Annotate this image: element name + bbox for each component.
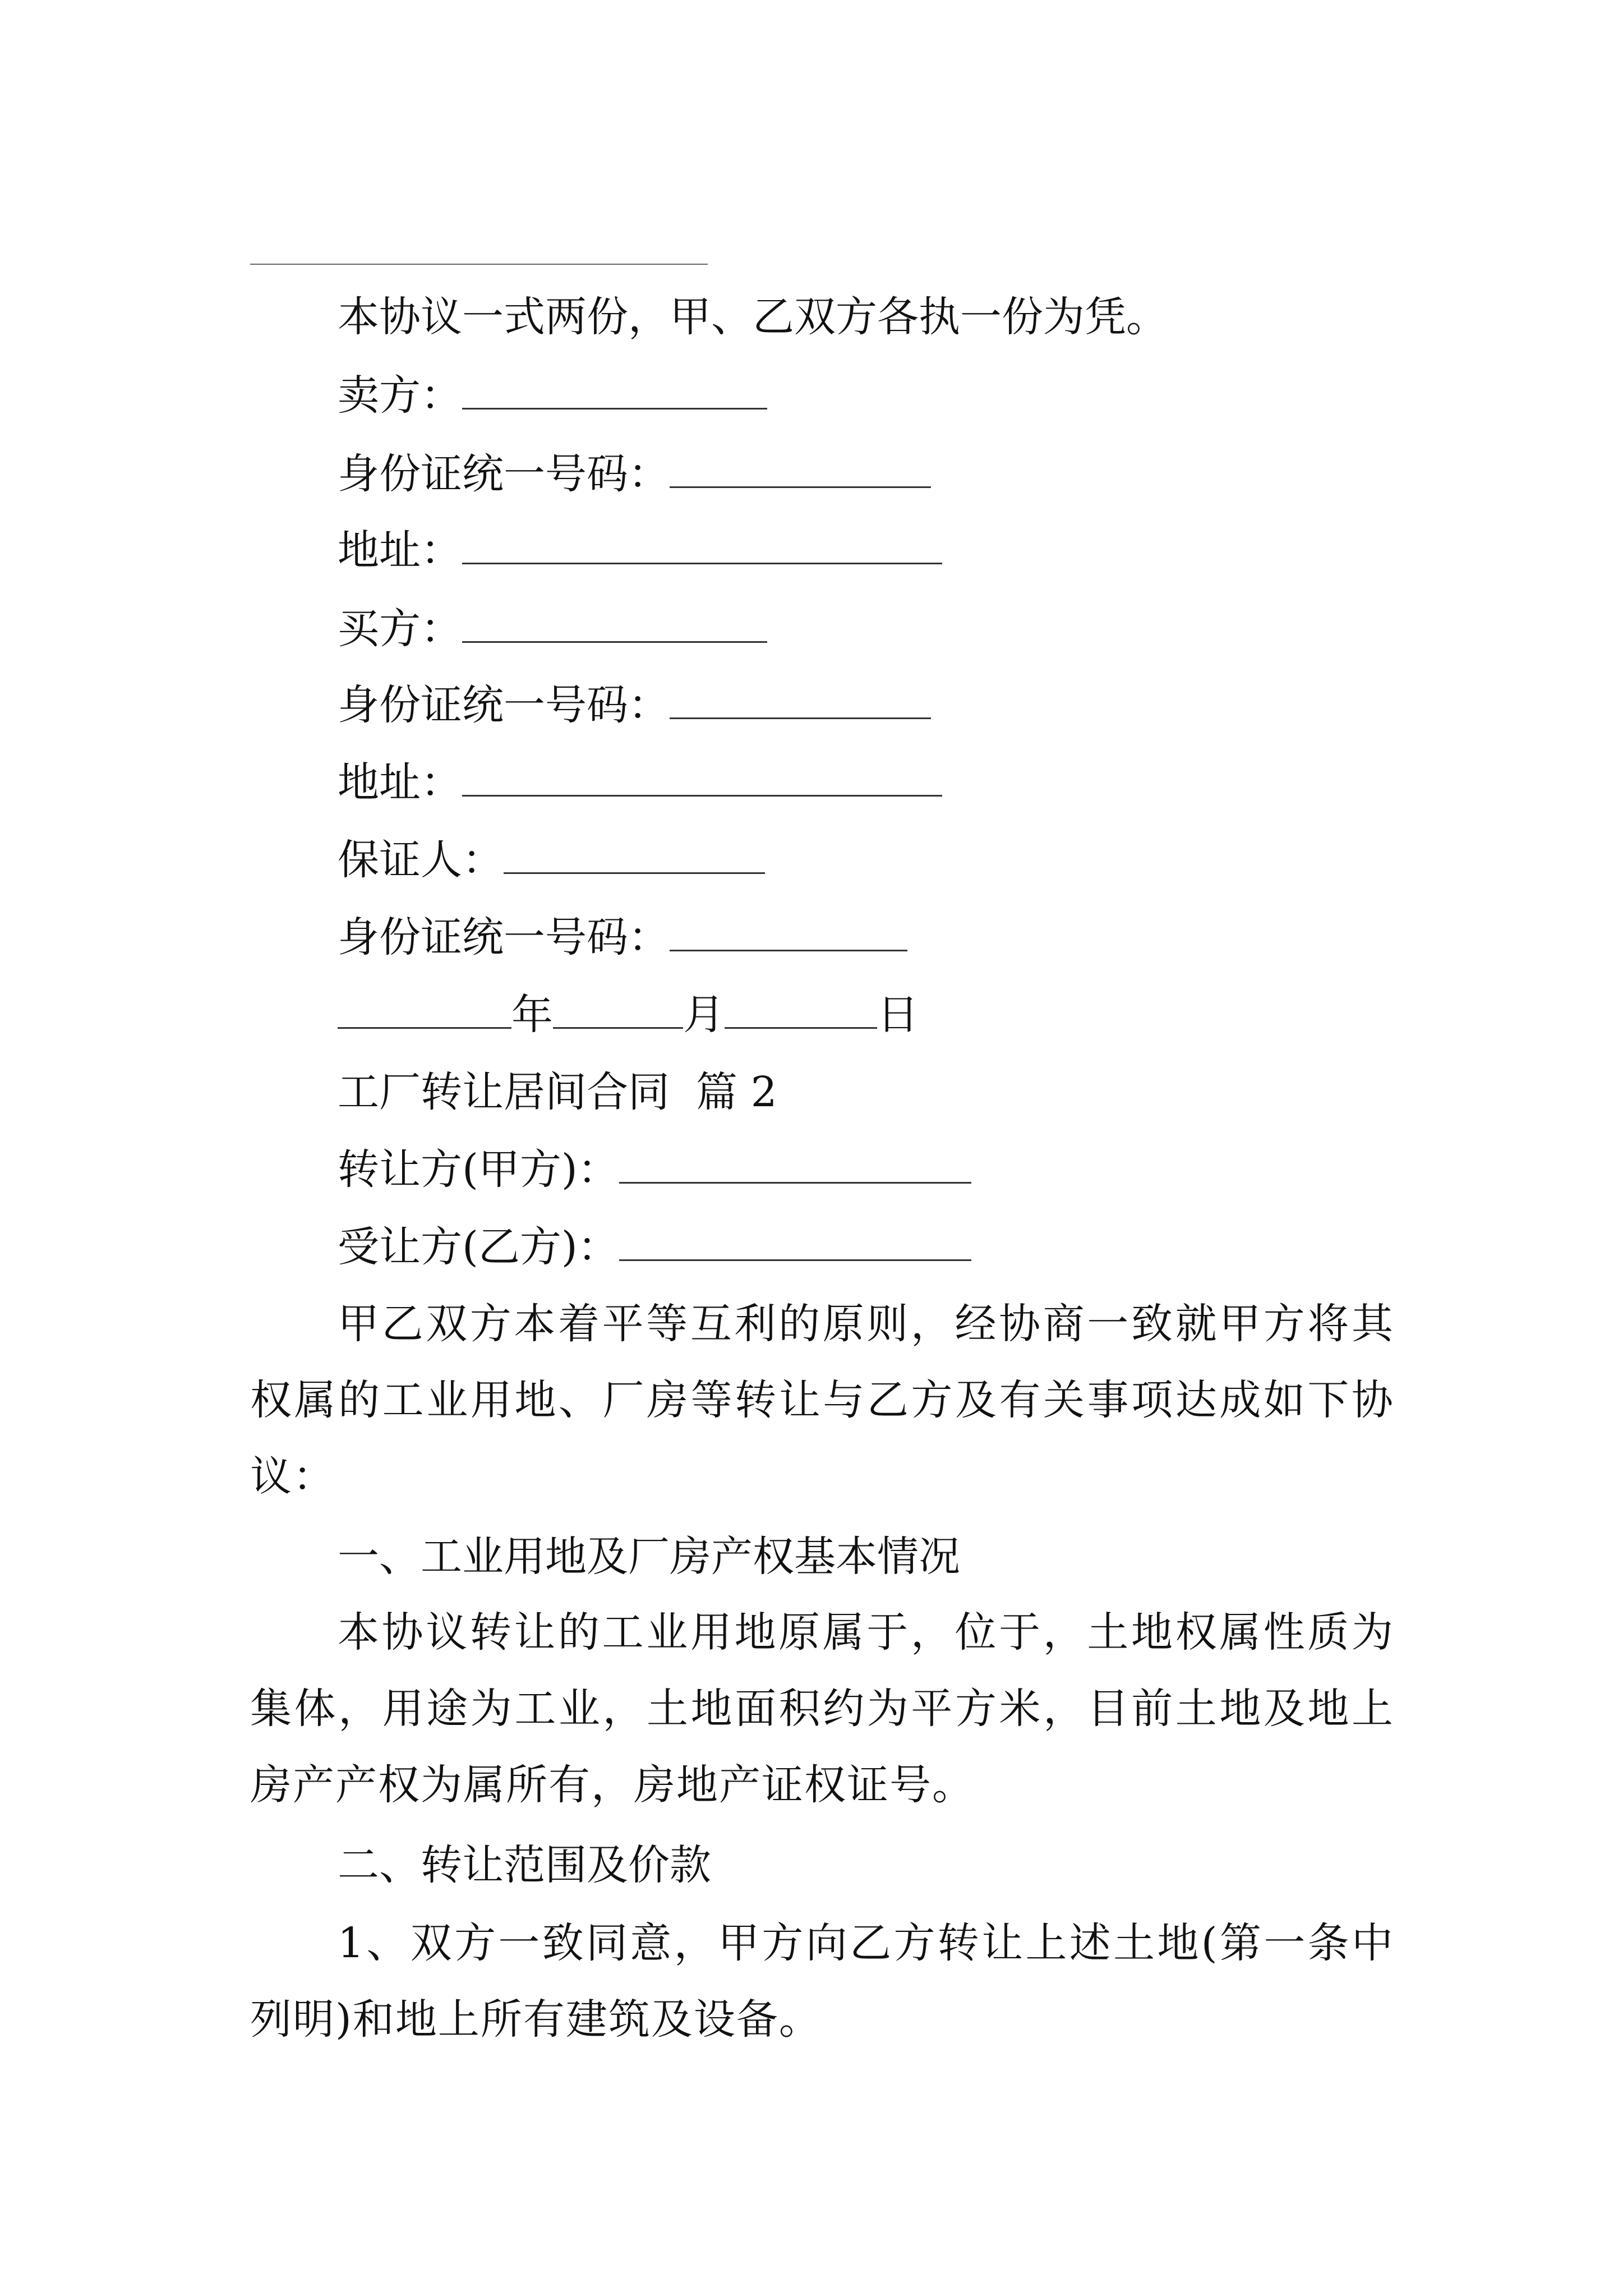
seller-id-blank [670,454,931,488]
transferee-blank [619,1227,971,1261]
seller-address-blank [462,530,942,564]
buyer-id-label: 身份证统一号码： [338,681,670,729]
buyer-label: 买方： [338,605,462,653]
section1-paragraph: 本协议转让的工业用地原属于，位于，土地权属性质为集体，用途为工业，土地面积约为平方米，目前土地及地上房产产权为属所有，房地产证权证号。 [250,1608,1394,1809]
top-blank-line [250,264,708,265]
buyer-blank [462,609,767,643]
seller-row [338,371,767,420]
guarantor-id-label: 身份证统一号码： [338,913,670,961]
buyer-address-label: 地址： [338,758,462,807]
seller-address-label: 地址： [338,526,462,574]
guarantor-row [338,836,765,884]
buyer-row [338,605,767,653]
seller-blank [462,375,767,409]
seller-id-label: 身份证统一号码： [338,450,670,498]
transferee-row [338,1223,971,1271]
guarantor-blank [504,840,765,874]
guarantor-id-blank [670,917,907,951]
seller-label: 卖方： [338,371,462,420]
guarantor-label: 保证人： [338,836,504,884]
transferee-label: 受让方(乙方)： [338,1223,619,1271]
buyer-id-blank [670,685,931,719]
contract-title: 工厂转让居间合同 篇 2 [338,1068,777,1116]
date-row [338,991,919,1039]
buyer-address-blank [462,762,942,797]
seller-id-row [338,450,931,498]
guarantor-id-row [338,913,907,961]
transferor-label: 转让方(甲方)： [338,1145,619,1194]
buyer-address-row [338,758,942,807]
month-label: 月 [683,991,725,1039]
transferor-row [338,1145,971,1194]
transferor-blank [619,1149,971,1184]
intro-paragraph: 甲乙双方本着平等互利的原则，经协商一致就甲方将其权属的工业用地、厂房等转让与乙方及有关事项达成如下协议： [250,1300,1394,1501]
day-label: 日 [877,991,919,1039]
year-blank [338,995,511,1029]
section1-heading: 一、工业用地及厂房产权基本情况 [338,1533,960,1581]
year-label: 年 [511,991,553,1039]
month-blank [553,995,683,1029]
day-blank [725,995,877,1029]
section2-item-1: 1、双方一致同意，甲方向乙方转让上述土地(第一条中列明)和地上所有建筑及设备。 [250,1919,1394,2044]
seller-address-row [338,526,942,574]
buyer-id-row [338,681,931,729]
copies-line: 本协议一式两份，甲、乙双方各执一份为凭。 [338,293,1168,341]
section2-heading: 二、转让范围及价款 [338,1841,711,1889]
